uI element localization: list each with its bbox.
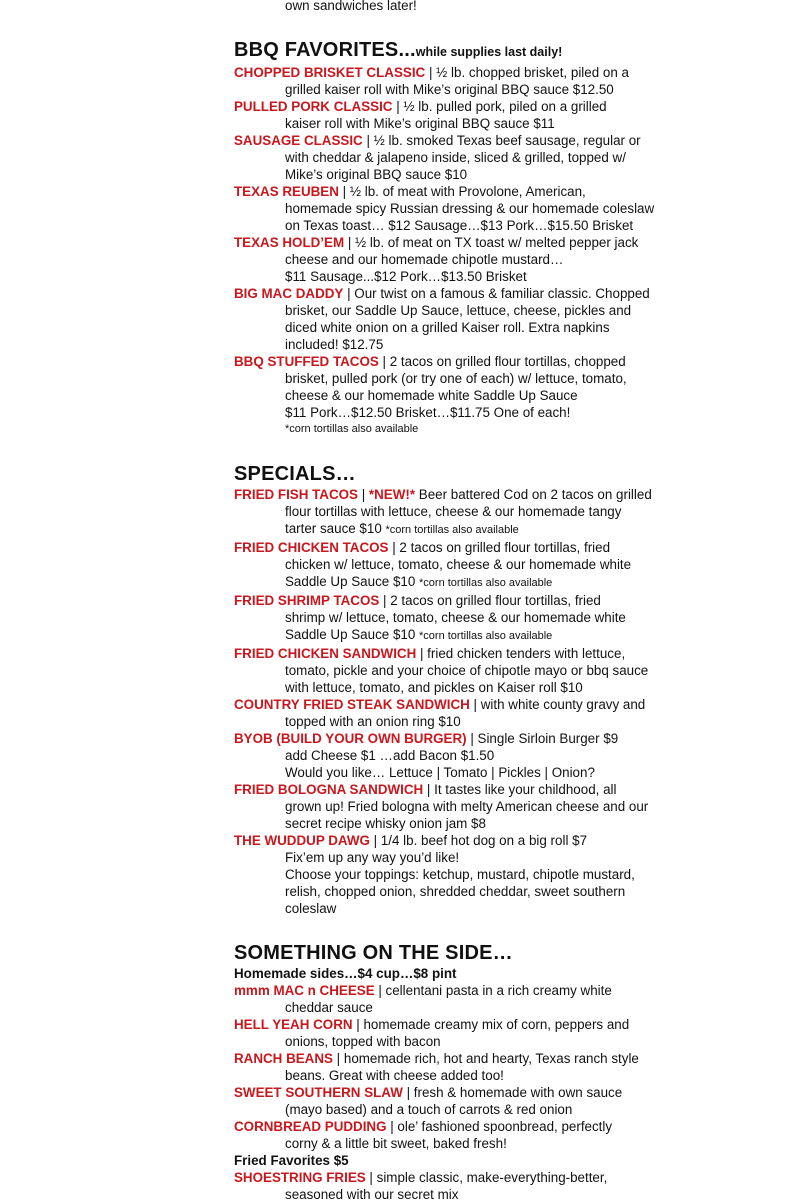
item-first-line [234, 696, 684, 713]
item-name: BYOB (BUILD YOUR OWN BURGER) [234, 731, 467, 746]
item-desc: tarter sauce $10 [285, 521, 386, 536]
item-first-line [234, 1169, 684, 1186]
item-name: TEXAS REUBEN [234, 184, 339, 199]
item-first-line [234, 832, 684, 849]
item-name: SAUSAGE CLASSIC [234, 133, 363, 148]
item-desc: | fresh & homemade with own sauce [402, 1085, 623, 1100]
menu-item [234, 1016, 684, 1050]
item-desc: | with white county gravy and [469, 697, 646, 712]
item-first-line [234, 1084, 684, 1101]
menu-item [234, 132, 684, 183]
item-desc-line: Fix’em up any way you’d like! [285, 850, 460, 865]
item-desc: | 1/4 lb. beef hot dog on a big roll $7 [369, 833, 588, 848]
item-desc: | 2 tacos on grilled flour tortillas, fried [388, 540, 611, 555]
item-desc: | 2 tacos on grilled flour tortillas, chopped [378, 354, 626, 369]
new-badge: *NEW!* [368, 487, 416, 502]
item-desc-line: on Texas toast… $12 Sausage…$13 Pork…$15.50 Brisket [285, 218, 634, 233]
bbq-items [234, 64, 684, 438]
item-name: HELL YEAH CORN [234, 1017, 353, 1032]
item-desc: | cellentani pasta in a rich creamy white [374, 983, 612, 998]
item-desc: | It tastes like your childhood, all [423, 782, 617, 797]
item-desc-line: chicken w/ lettuce, tomato, cheese & our homemade white [285, 557, 632, 572]
item-first-line [234, 183, 684, 200]
item-name: FRIED SHRIMP TACOS [234, 593, 380, 608]
fried-subheading: Fried Favorites $5 [234, 1153, 349, 1168]
section-title: BBQ FAVORITES...while supplies last daily! [234, 39, 563, 61]
item-name: FRIED CHICKEN SANDWICH [234, 646, 417, 661]
section-title: SOMETHING ON THE SIDE… [234, 942, 513, 964]
item-desc-line: grilled kaiser roll with Mike’s original BBQ sauce $12.50 [285, 82, 614, 97]
item-first-line [234, 592, 684, 609]
item-first-line [234, 64, 684, 81]
item-desc-line: secret recipe whisky onion jam $8 [285, 816, 486, 831]
item-desc-line: included! $12.75 [285, 337, 384, 352]
item-desc: | Our twist on a famous & familiar classic. Chopped [343, 286, 650, 301]
item-desc: | simple classic, make-everything-better, [365, 1170, 608, 1185]
item-desc-line: coleslaw [285, 901, 337, 916]
section-bbq-favorites [234, 38, 684, 438]
item-desc: | homemade creamy mix of corn, peppers and [352, 1017, 630, 1032]
item-desc-line: homemade spicy Russian dressing & our homemade coleslaw [285, 201, 655, 216]
item-desc: | ½ lb. smoked Texas beef sausage, regular or [362, 133, 641, 148]
menu-item [234, 982, 684, 1016]
item-desc: | [358, 487, 369, 502]
menu-item [234, 64, 684, 98]
item-desc-line: grown up! Fried bologna with melty American cheese and our [285, 799, 649, 814]
menu-item [234, 353, 684, 438]
item-first-line [234, 353, 684, 370]
tortilla-note: *corn tortillas also available [285, 423, 419, 435]
item-name: mmm MAC n CHEESE [234, 983, 375, 998]
item-first-line [234, 539, 684, 556]
item-desc: | ole’ fashioned spoonbread, perfectly [386, 1119, 613, 1134]
item-name: CHOPPED BRISKET CLASSIC [234, 65, 426, 80]
menu-item [234, 234, 684, 285]
item-desc-line: topped with an onion ring $10 [285, 714, 461, 729]
section-title: SPECIALS… [234, 463, 356, 485]
item-desc: | ½ lb. chopped brisket, piled on a [425, 65, 629, 80]
item-name: SWEET SOUTHERN SLAW [234, 1085, 403, 1100]
section-specials [234, 462, 684, 917]
item-first-line [234, 781, 684, 798]
item-desc-line: diced white onion on a grilled Kaiser roll. Extra napkins [285, 320, 610, 335]
item-name: RANCH BEANS [234, 1051, 333, 1066]
item-first-line [234, 1118, 684, 1135]
menu-item [234, 486, 684, 539]
tortilla-note: *corn tortillas also available [419, 577, 553, 589]
intro-tail: own sandwiches later! [285, 0, 417, 13]
menu-item [234, 183, 684, 234]
item-first-line [234, 486, 684, 503]
item-desc-line: seasoned with our secret mix [285, 1187, 459, 1202]
item-desc-line: onions, topped with bacon [285, 1034, 441, 1049]
item-first-line [234, 132, 684, 149]
item-desc-line: brisket, pulled pork (or try one of each) w/ lettuce, tomato, [285, 371, 627, 386]
item-first-line [234, 234, 684, 251]
item-desc-line: with lettuce, tomato, and pickles on Kaiser roll $10 [285, 680, 583, 695]
item-desc-line [234, 520, 684, 539]
item-desc-line: $11 Pork…$12.50 Brisket…$11.75 One of each! [285, 405, 571, 420]
sides-subheading: Homemade sides…$4 cup…$8 pint [234, 966, 457, 981]
item-desc-line: beans. Great with cheese added too! [285, 1068, 504, 1083]
item-first-line [234, 982, 684, 999]
menu-item [234, 1084, 684, 1118]
item-desc-line: kaiser roll with Mike’s original BBQ sauce $11 [285, 116, 555, 131]
item-name: FRIED CHICKEN TACOS [234, 540, 389, 555]
item-desc-line: with cheddar & jalapeno inside, sliced & grilled, topped w/ [285, 150, 626, 165]
item-name: BBQ STUFFED TACOS [234, 354, 379, 369]
item-desc-line: Choose your toppings: ketchup, mustard, chipotle mustard, [285, 867, 635, 882]
item-name: BIG MAC DADDY [234, 286, 344, 301]
item-desc: Beer battered Cod on 2 tacos on grilled [415, 487, 652, 502]
item-desc-line [234, 573, 684, 592]
item-first-line [234, 1016, 684, 1033]
item-first-line [234, 285, 684, 302]
item-desc: | homemade rich, hot and hearty, Texas ranch style [332, 1051, 639, 1066]
item-desc-line: cheddar sauce [285, 1000, 373, 1015]
tortilla-note: *corn tortillas also available [385, 524, 519, 536]
item-desc: Saddle Up Sauce $10 [285, 627, 420, 642]
item-desc: | ½ lb. of meat on TX toast w/ melted pepper jack [344, 235, 639, 250]
item-desc-line: $11 Sausage...$12 Pork…$13.50 Brisket [285, 269, 527, 284]
item-desc-line: tomato, pickle and your choice of chipotle mayo or bbq sauce [285, 663, 649, 678]
item-desc-line: (mayo based) and a touch of carrots & red onion [285, 1102, 573, 1117]
item-first-line [234, 730, 684, 747]
specials-items [234, 486, 684, 917]
menu-item [234, 285, 684, 353]
item-first-line [234, 645, 684, 662]
item-desc-line: cheese and our homemade chipotle mustard… [285, 252, 564, 267]
item-desc-line: relish, chopped onion, shredded cheddar, sweet southern [285, 884, 626, 899]
item-desc-line: Would you like… Lettuce | Tomato | Pickles | Onion? [285, 765, 595, 780]
item-desc-line: flour tortillas with lettuce, cheese & our homemade tangy [285, 504, 622, 519]
menu-item [234, 781, 684, 832]
item-name: PULLED PORK CLASSIC [234, 99, 393, 114]
item-name: SHOESTRING FRIES [234, 1170, 366, 1185]
item-first-line [234, 98, 684, 115]
item-desc-line [234, 626, 684, 645]
menu-item [234, 539, 684, 592]
item-name: FRIED FISH TACOS [234, 487, 358, 502]
menu-item [234, 98, 684, 132]
item-desc: | ½ lb. of meat with Provolone, American, [338, 184, 586, 199]
item-desc-line: cheese & our homemade white Saddle Up Sauce [285, 388, 578, 403]
menu-item [234, 832, 684, 917]
item-desc-line: corny & a little bit sweet, baked fresh! [285, 1136, 507, 1151]
item-desc: | 2 tacos on grilled flour tortillas, fried [379, 593, 601, 608]
tortilla-note: *corn tortillas also available [419, 630, 553, 642]
item-desc-line: shrimp w/ lettuce, tomato, cheese & our homemade white [285, 610, 626, 625]
item-name: THE WUDDUP DAWG [234, 833, 370, 848]
item-name: TEXAS HOLD’EM [234, 235, 345, 250]
fried-items [234, 1169, 684, 1203]
item-desc: | ½ lb. pulled pork, piled on a grilled [392, 99, 607, 114]
item-desc-line: brisket, our Saddle Up Sauce, lettuce, cheese, pickles and [285, 303, 632, 318]
item-name: COUNTRY FRIED STEAK SANDWICH [234, 697, 470, 712]
item-desc-line: add Cheese $1 …add Bacon $1.50 [285, 748, 495, 763]
sides-items [234, 982, 684, 1152]
item-desc: | Single Sirloin Burger $9 [466, 731, 619, 746]
item-name: FRIED BOLOGNA SANDWICH [234, 782, 424, 797]
menu-item [234, 696, 684, 730]
item-name: CORNBREAD PUDDING [234, 1119, 387, 1134]
item-first-line [234, 1050, 684, 1067]
menu-item [234, 645, 684, 696]
menu-item [234, 592, 684, 645]
menu-item [234, 1050, 684, 1084]
menu-item [234, 1118, 684, 1152]
menu-page [234, 0, 684, 1203]
menu-item [234, 1169, 684, 1203]
item-desc-line: Mike’s original BBQ sauce $10 [285, 167, 468, 182]
section-sides [234, 941, 684, 1203]
menu-item [234, 730, 684, 781]
item-desc: Saddle Up Sauce $10 [285, 574, 420, 589]
item-desc: | fried chicken tenders with lettuce, [416, 646, 626, 661]
